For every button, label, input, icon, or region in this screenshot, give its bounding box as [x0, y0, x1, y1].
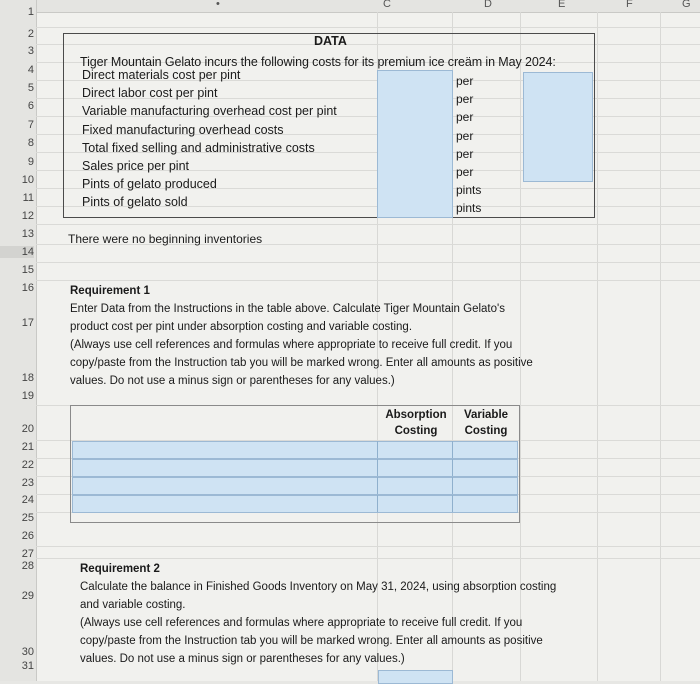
data-item-label: Variable manufacturing overhead cost per pint [82, 104, 337, 118]
row-number[interactable]: 26 [21, 530, 34, 542]
gridline [36, 262, 700, 263]
data-item-unit: pints [456, 201, 482, 215]
data-title: DATA [314, 34, 347, 48]
row-number[interactable]: 3 [27, 45, 34, 57]
data-item-label: Total fixed selling and administrative costs [82, 141, 315, 155]
row-number[interactable]: 24 [21, 494, 34, 506]
row-number[interactable]: 31 [21, 660, 34, 672]
row-number[interactable]: 5 [27, 82, 34, 94]
row-number[interactable]: 25 [21, 512, 34, 524]
req1-line3: (Always use cell references and formulas where appropriate to receive full credit. If you [70, 339, 513, 351]
data-item-unit: per [456, 165, 474, 179]
data-item-unit: per [456, 110, 474, 124]
data-item-unit: pints [456, 183, 482, 197]
cell-divider [452, 495, 453, 512]
row-number[interactable]: 29 [21, 590, 34, 602]
row-number[interactable]: 12 [21, 210, 34, 222]
row-number[interactable]: 18 [21, 372, 34, 384]
gridline [660, 12, 661, 681]
data-item-label: Pints of gelato sold [82, 195, 188, 209]
data-item-label: Pints of gelato produced [82, 177, 217, 191]
cell-divider [452, 477, 453, 494]
row-number[interactable]: 9 [27, 156, 34, 168]
req2-line4: copy/paste from the Instruction tab you will be marked wrong. Enter all amounts as positive [80, 635, 543, 647]
column-d-label[interactable]: D [484, 0, 492, 10]
req2-input-cell[interactable] [378, 670, 453, 684]
variable-header-2: Costing [464, 425, 508, 437]
req1-title: Requirement 1 [70, 285, 150, 297]
no-inventory-note: There were no beginning inventories [68, 232, 263, 246]
data-item-unit: per [456, 92, 474, 106]
cell-divider [452, 459, 453, 476]
gridline [597, 12, 598, 681]
gridline [36, 558, 700, 559]
row-number[interactable]: 15 [21, 264, 34, 276]
input-column-e[interactable] [523, 72, 593, 182]
data-intro: Tiger Mountain Gelato incurs the following costs for its premium ice creäm in May 2024: [80, 55, 556, 69]
variable-header-1: Variable [463, 409, 509, 421]
row-number[interactable]: 11 [22, 192, 34, 204]
gridline [36, 280, 700, 281]
data-item-label: Direct labor cost per pint [82, 86, 218, 100]
cell-divider [377, 495, 378, 512]
row-number[interactable]: 4 [27, 64, 34, 76]
column-e-label[interactable]: E [558, 0, 566, 10]
input-column-c[interactable] [377, 70, 453, 218]
column-g-label[interactable]: G [682, 0, 691, 10]
gridline [36, 224, 700, 225]
row-number[interactable]: 10 [21, 174, 34, 186]
row-number[interactable]: 20 [21, 423, 34, 435]
row-number[interactable]: 7 [27, 119, 34, 131]
row-number[interactable]: 19 [21, 390, 34, 402]
absorption-header-1: Absorption [385, 409, 447, 421]
column-header [36, 0, 700, 13]
req2-line1: Calculate the balance in Finished Goods Inventory on May 31, 2024, using absorption costing [80, 581, 557, 593]
column-f-label[interactable]: F [626, 0, 633, 10]
column-b-label[interactable]: • [216, 0, 220, 10]
row-number[interactable]: 16 [21, 282, 34, 294]
req1-line5: values. Do not use a minus sign or parentheses for any values.) [70, 375, 395, 387]
req1-line1: Enter Data from the Instructions in the table above. Calculate Tiger Mountain Gelato's [70, 303, 505, 315]
req2-line2: and variable costing. [80, 599, 186, 611]
row-number[interactable]: 17 [21, 317, 34, 329]
gridline [36, 27, 700, 28]
row-number[interactable]: 1 [27, 6, 34, 18]
req2-title: Requirement 2 [80, 563, 160, 575]
req1-line4: copy/paste from the Instruction tab you will be marked wrong. Enter all amounts as positive [70, 357, 533, 369]
row-header [0, 0, 37, 681]
data-item-label: Sales price per pint [82, 159, 190, 173]
data-item-unit: per [456, 129, 474, 143]
gridline [36, 546, 700, 547]
data-item-label: Direct materials cost per pint [82, 68, 241, 82]
row-number[interactable]: 28 [21, 560, 34, 572]
req2-line3: (Always use cell references and formulas where appropriate to receive full credit. If you [80, 617, 523, 629]
row-number[interactable]: 6 [27, 100, 34, 112]
data-item-label: Fixed manufacturing overhead costs [82, 123, 284, 137]
cell-divider [377, 441, 378, 458]
row-number[interactable]: 2 [27, 28, 34, 40]
row-number[interactable]: 23 [21, 477, 34, 489]
cell-divider [377, 459, 378, 476]
row-number[interactable]: 14 [0, 246, 34, 258]
absorption-header-2: Costing [394, 425, 438, 437]
cell-divider [377, 477, 378, 494]
row-number[interactable]: 30 [21, 646, 34, 658]
row-number[interactable]: 21 [21, 441, 34, 453]
row-number[interactable]: 8 [27, 137, 34, 149]
req1-block [70, 282, 533, 390]
data-item-unit: per [456, 147, 474, 161]
row-number[interactable]: 22 [21, 459, 34, 471]
row-number[interactable]: 27 [21, 548, 34, 560]
req2-block [80, 560, 556, 668]
req1-line2: product cost per pint under absorption costing and variable costing. [70, 321, 413, 333]
data-item-unit: per [456, 74, 474, 88]
column-c-label[interactable]: C [383, 0, 391, 10]
cell-divider [452, 441, 453, 458]
row-number[interactable]: 13 [21, 228, 34, 240]
req2-line5: values. Do not use a minus sign or parentheses for any values.) [80, 653, 405, 665]
